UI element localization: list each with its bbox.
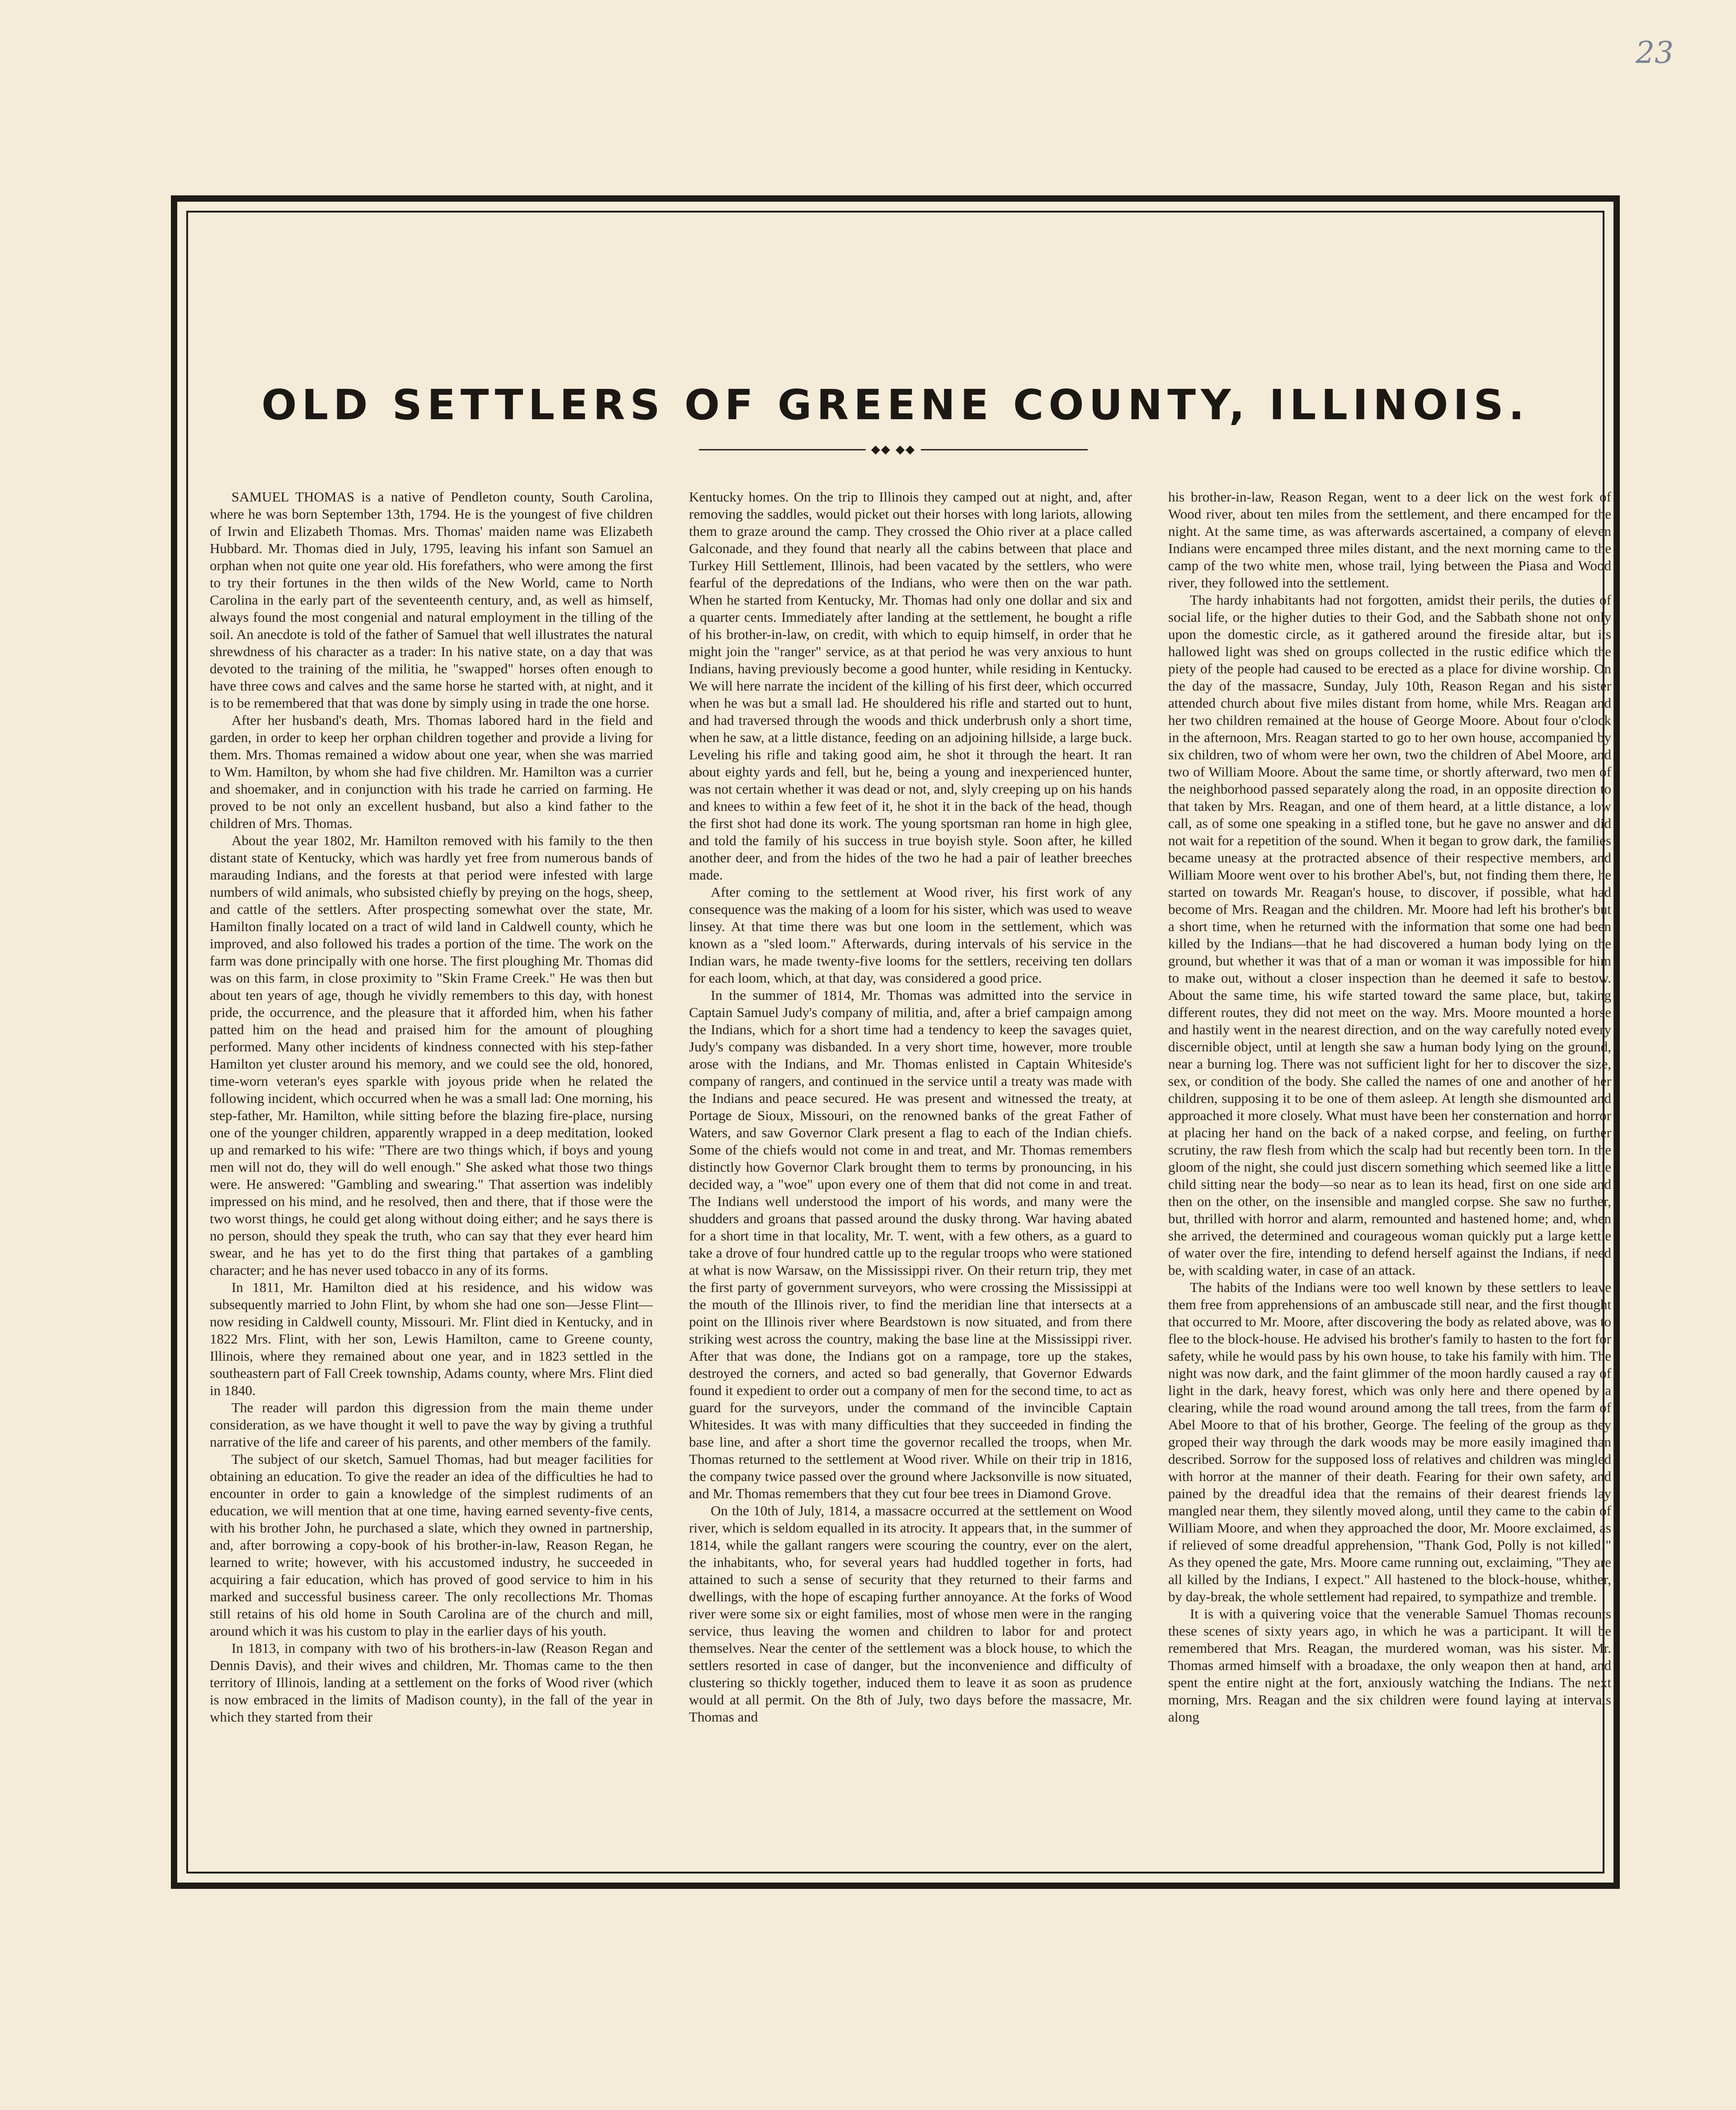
paragraph: The hardy inhabitants had not forgotten, amidst their perils, the duties of social life, or the higher duties to their God, and the Sabbath shone not only upon the domestic circle, as it gathered around the fireside altar, but its hallowed light was shed on groups collected in the rustic edifice which the piety of the people had caused to be erected as a place for divine worship. On the day of the massacre, Sunday, July 10th, Reason Regan and his sister attended church about five miles distant from home, while Mrs. Reagan and her two children remained at the house of George Moore. About four o'clock in the afternoon, Mrs. Reagan started to go to her own house, accompanied by six children, two of whom were her own, two the children of Abel Moore, and two of William Moore. About the same time, or shortly afterward, two men of the neighborhood passed separately along the road, in an opposite direction to that taken by Mrs. Reagan, and one of them heard, at a little distance, a low call, as of some one speaking in a stifled tone, but he gave no answer and did not wait for a repetition of the sound. When it began to grow dark, the families became uneasy at the protracted absence of their respective members, and William Moore went over to his brother Abel's, but, not finding them there, he started on towards Mr. Reagan's house, to discover, if possible, what had become of Mrs. Reagan and the children. Mr. Moore had left his brother's but a short time, when he returned with the information that some one had been killed by the Indians—that he had discovered a human body lying on the ground, but whether it was that of a man or woman it was impossible for him to make out, without a closer inspection than he deemed it safe to bestow. About the same time, his wife started toward the same place, but, taking different routes, they did not meet on the way. Mrs. Moore mounted a horse and hastily went in the nearest direction, and on the way carefully noted every discernible object, until at length she saw a human body lying on the ground, near a burning log. There was not sufficient light for her to discover the size, sex, or condition of the body. She called the names of one and another of her children, supposing it to be one of them asleep. At length she dismounted and approached it more closely. What must have been her consternation and horror at placing her hand on the back of a naked corpse, and feeling, on further scrutiny, the raw flesh from which the scalp had but recently been torn. In the gloom of the night, she could just discern something which seemed like a little child sitting near the body—so near as to lean its head, first on one side and then on the other, on the insensible and mangled corpse. She saw no further, but, thrilled with horror and alarm, remounted and hastened home; and, when she arrived, the determined and courageous woman quickly put a large kettle of water over the fire, intending to defend herself against the Indians, if need be, with scalding water, in case of an attack. [1168, 592, 1611, 1278]
paragraph: On the 10th of July, 1814, a massacre occurred at the settlement on Wood river, which is seldom equalled in its atrocity. It appears that, in the summer of 1814, while the gallant rangers were scouring the country, ever on the alert, the inhabitants, who, for several years had huddled together in forts, had attained to such a sense of security that they returned to their farms and dwellings, with the hope of escaping further annoyance. At the forks of Wood river were some six or eight families, most of whose men were in the ranging service, thus leaving the women and children to labor for and protect themselves. Near the center of the settlement was a block house, to which the settlers resorted in case of danger, but the inconvenience and difficulty of clustering so thickly together, induced them to leave it as soon as prudence would at all permit. On the 8th of July, two days before the massacre, Mr. Thomas and [689, 1503, 1132, 1725]
article-frame [171, 195, 1620, 1889]
paragraph: The subject of our sketch, Samuel Thomas, had but meager facilities for obtaining an education. To give the reader an idea of the difficulties he had to encounter in order to gain a knowledge of the simplest rudiments of an education, we will mention that at one time, having earned seventy-five cents, with his brother John, he purchased a slate, which they owned in partnership, and, after borrowing a copy-book of his brother-in-law, Reason Regan, he learned to write; however, with his accustomed industry, he succeeded in acquiring a fair education, which has proved of good service to him in his marked and successful business career. The only recollections Mr. Thomas still retains of his old home in South Carolina are of the church and mill, around which it was his custom to play in the earlier days of his youth. [210, 1451, 653, 1639]
paragraph: Kentucky homes. On the trip to Illinois they camped out at night, and, after removing the saddles, would picket out their horses with long lariots, allowing them to graze around the camp. They crossed the Ohio river at a place called Galconade, and they found that nearly all the cabins between that place and Turkey Hill Settlement, Illinois, had been vacated by the settlers, who were fearful of the depredations of the Indians, who were then on the war path. When he started from Kentucky, Mr. Thomas had only one dollar and six and a quarter cents. Immediately after landing at the settlement, he bought a rifle of his brother-in-law, on credit, with which to equip himself, in order that he might join the "ranger" service, as at that period he was very anxious to hunt Indians, having previously become a good hunter, while residing in Kentucky. We will here narrate the incident of the killing of his first deer, which occurred when he was but a small lad. He shouldered his rifle and started out to hunt, and had traversed through the woods and thick underbrush only a short time, when he saw, at a little distance, feeding on an adjoining hillside, a large buck. Leveling his rifle and taking good aim, he shot it through the heart. It ran about eighty yards and fell, but he, being a young and inexperienced hunter, was not certain whether it was dead or not, and, slyly creeping up on his hands and knees to within a few feet of it, he shot it in the back of the head, though the first shot had done its work. The young sportsman ran home in high glee, and told the family of his success in true boyish style. Soon after, he killed another deer, and from the hides of the two he had a pair of leather breeches made. [689, 489, 1132, 883]
text-column-3 [1168, 488, 1611, 1868]
title-divider [699, 443, 1088, 456]
paragraph: The reader will pardon this digression from the main theme under consideration, as we have thought it well to pave the way by giving a truthful narrative of the life and career of his parents, and other members of the family. [210, 1400, 653, 1450]
paragraph: It is with a quivering voice that the venerable Samuel Thomas recounts these scenes of sixty years ago, in which he was a participant. It will be remembered that Mrs. Reagan, the murdered woman, was his sister. Mr. Thomas armed himself with a broadaxe, the only weapon then at hand, and spent the entire night at the fort, anxiously watching the Indians. The next morning, Mrs. Reagan and the six children were found laying at intervals along [1168, 1606, 1611, 1725]
paragraph: After coming to the settlement at Wood river, his first work of any consequence was the making of a loom for his sister, which was used to weave linsey. At that time there was but one loom in the settlement, which was known as a "sled loom." Afterwards, during intervals of his service in the Indian wars, he made twenty-five looms for the settlers, receiving ten dollars for each loom, which, at that day, was considered a good price. [689, 884, 1132, 986]
paragraph: SAMUEL THOMAS is a native of Pendleton county, South Carolina, where he was born September 13th, 1794. He is the youngest of five children of Irwin and Elizabeth Thomas. Mrs. Thomas' maiden name was Elizabeth Hubbard. Mr. Thomas died in July, 1795, leaving his infant son Samuel an orphan when not quite one year old. His forefathers, who were among the first to try their fortunes in the then wilds of the New World, came to North Carolina in the early part of the seventeenth century, and, as well as himself, always found the most congenial and natural employment in the tilling of the soil. An anecdote is told of the father of Samuel that well illustrates the natural shrewdness of his character as a trader: In his native state, on a day that was devoted to the training of the militia, he "swapped" horses often enough to have three cows and calves and the same horse he started with, at night, and it is to be remembered that that was done by simply using in trade the one horse. [210, 489, 653, 711]
page-title: OLD SETTLERS OF GREENE COUNTY, ILLINOIS. [261, 381, 1529, 429]
paragraph: The habits of the Indians were too well known by these settlers to leave them free from apprehensions of an ambuscade still near, and the first thought that occurred to Mr. Moore, after discovering the body as related above, was to flee to the block-house. He advised his brother's family to hasten to the fort for safety, while he would pass by his own house, to take his family with him. The night was now dark, and the faint glimmer of the moon hardly caused a ray of light in the dark, heavy forest, which was only here and there opened by a clearing, while the road wound around among the tall trees, from the farm of Abel Moore to that of his brother, George. The feeling of the group as they groped their way through the dark woods may be more easily imagined than described. Sorrow for the supposed loss of relatives and children was mingled with horror at the manner of their death. Fearing for their own safety, and pained by the dreadful idea that the remains of their dearest friends lay mangled near them, they silently moved along, until they came to the cabin of William Moore, and when they approached the door, Mr. Moore exclaimed, as if relieved of some dreadful apprehension, "Thank God, Polly is not killed!" As they opened the gate, Mrs. Moore came running out, exclaiming, "They are all killed by the Indians, I expect." All hastened to the block-house, whither, by day-break, the whole settlement had repaired, to sympathize and tremble. [1168, 1279, 1611, 1604]
paragraph: About the year 1802, Mr. Hamilton removed with his family to the then distant state of Kentucky, which was hardly yet free from numerous bands of marauding Indians, and the forests at that period were infested with large numbers of wild animals, who subsisted chiefly by preying on the hogs, sheep, and cattle of the settlers. After prospecting somewhat over the state, Mr. Hamilton finally located on a tract of wild land in Caldwell county, which he improved, and also followed his trades a portion of the time. The work on the farm was done principally with one horse. The first ploughing Mr. Thomas did was on this farm, in close proximity to "Skin Frame Creek." He was then but about ten years of age, though he vividly remembers to this day, with honest pride, the occurrence, and the pleasure that it afforded him, when his father patted him on the head and praised him for the amount of ploughing performed. Many other incidents of kindness connected with his step-father Hamilton yet cluster around his memory, and we could see the old, honored, time-worn veteran's eyes sparkle with joyous pride when he related the following incident, which occurred when he was a small lad: One morning, his step-father, Mr. Hamilton, while sitting before the blazing fire-place, nursing one of the younger children, apparently wrapped in a deep meditation, looked up and remarked to his wife: "There are two things which, if boys and young men will not do, they will do well enough." She asked what those two things were. He answered: "Gambling and swearing." That assertion was indelibly impressed on his mind, and he resolved, then and there, that if those were the two worst things, he could get along without doing either; and he says there is no person, should they speak the truth, who can say that they ever heard him swear, and he has yet to do the first thing that partakes of a gambling character; and he has never used tobacco in any of its forms. [210, 833, 653, 1278]
title-ornament: ◆◆ ◆◆ [866, 443, 921, 456]
paragraph: In 1811, Mr. Hamilton died at his residence, and his widow was subsequently married to John Flint, by whom she had one son—Jesse Flint—now residing in Caldwell county, Missouri. Mr. Flint died in Kentucky, and in 1822 Mrs. Flint, with her son, Lewis Hamilton, came to Greene county, Illinois, where they remained about one year, and in 1823 settled in the southeastern part of Fall Creek township, Adams county, where Mrs. Flint died in 1840. [210, 1279, 653, 1398]
paragraph: In the summer of 1814, Mr. Thomas was admitted into the service in Captain Samuel Judy's company of militia, and, after a brief campaign among the Indians, which for a short time had a tendency to keep the savages quiet, Judy's company was disbanded. In a very short time, however, more trouble arose with the Indians, and Mr. Thomas enlisted in Captain Whiteside's company of rangers, and continued in the service until a treaty was made with the Indians and peace secured. He was present and witnessed the treaty, at Portage de Sioux, Missouri, on the renowned banks of the great Father of Waters, and saw Governor Clark present a flag to each of the Indian chiefs. Some of the chiefs would not come in and treat, and Mr. Thomas remembers distinctly how Governor Clark brought them to terms by pronouncing, in his decided way, a "woe" upon every one of them that did not come in and treat. The Indians well understood the import of his words, and many were the shudders and groans that passed around the dusky throng. War having abated for a short time in that locality, Mr. T. went, with a few others, as a guard to take a drove of four hundred cattle up to the regular troops who were stationed at what is now Warsaw, on the Mississippi river. On their return trip, they met the first party of government surveyors, who were crossing the Mississippi at the mouth of the Illinois river, to find the meridian line that intersects at a point on the Illinois river where Beardstown is now situated, and from there striking west across the country, making the base line at the Mississippi river. After that was done, the Indians got on a rampage, tore up the stakes, destroyed the corners, and acted so bad generally, that Governor Edwards found it expedient to order out a company of men for the second time, to act as guard for the surveyors, under the command of the invincible Captain Whitesides. It was with many difficulties that they succeeded in finding the base line, and after a short time the governor recalled the troops, when Mr. Thomas returned to the settlement at Wood river. While on their trip in 1816, the company twice passed over the ground where Jacksonville is now situated, and Mr. Thomas remembers that they cut four bee trees in Diamond Grove. [689, 987, 1132, 1501]
paragraph: his brother-in-law, Reason Regan, went to a deer lick on the west fork of Wood river, about ten miles from the settlement, and there encamped for the night. At the same time, as was afterwards ascertained, a company of eleven Indians were encamped three miles distant, and the next morning came to the camp of the two white men, whose trail, lying between the Piasa and Wood river, they followed into the settlement. [1168, 489, 1611, 591]
article-frame-inner [186, 211, 1611, 1873]
paragraph: In 1813, in company with two of his brothers-in-law (Reason Regan and Dennis Davis), and their wives and children, Mr. Thomas came to the then territory of Illinois, landing at a settlement on the forks of Wood river (which is now embraced in the limits of Madison county), in the fall of the year in which they started from their [210, 1640, 653, 1725]
page-number: 23 [1636, 35, 1674, 70]
paragraph: After her husband's death, Mrs. Thomas labored hard in the field and garden, in order to keep her orphan children together and provide a living for them. Mrs. Thomas remained a widow about one year, when she was married to Wm. Hamilton, by whom she had five children. Mr. Hamilton was a currier and shoemaker, and in conjunction with his trade he carried on farming. He proved to be not only an excellent husband, but also a kind father to the children of Mrs. Thomas. [210, 712, 653, 831]
text-column-2 [689, 488, 1132, 1868]
text-column-1 [210, 488, 653, 1868]
